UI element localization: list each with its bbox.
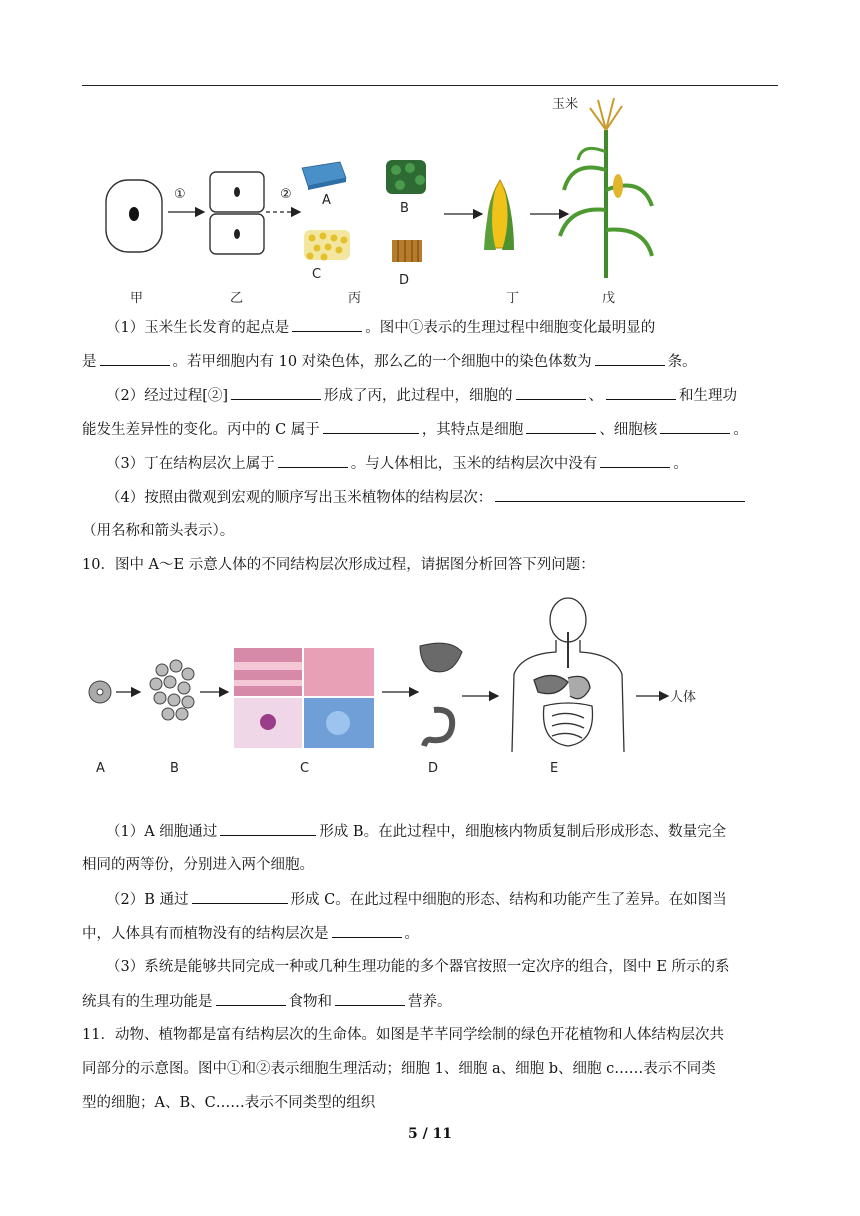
label-d: D: [399, 273, 410, 288]
corn-plant: [560, 98, 652, 278]
caption-a: A: [96, 761, 105, 776]
human-structure-figure: [82, 592, 697, 778]
caption-bing: 丙: [348, 291, 362, 306]
caption-wu: 戊: [602, 291, 616, 306]
q10-stem: 10．图中 A～E 示意人体的不同结构层次形成过程，请据图分析回答下列问题：: [82, 557, 595, 573]
q9-part2-line1: （2）经过过程[②] 形成了丙，此过程中，细胞的 、 和生理功: [82, 384, 802, 407]
corn-development-figure: [82, 90, 778, 312]
q10-part1-line2: 相同的两等份，分别进入两个细胞。: [82, 857, 314, 873]
q10-part2-line1: （2）B 通过 形成 C。在此过程中细胞的形态、结构和功能产生了差异。在如图当: [82, 888, 802, 911]
tissue-b: [386, 160, 426, 194]
caption-ding: 丁: [506, 291, 520, 306]
caption-d: D: [428, 761, 439, 776]
two-cells: [210, 172, 264, 254]
caption-e: E: [550, 761, 559, 776]
caption-jia: 甲: [130, 291, 144, 306]
step2-label: ②: [280, 187, 292, 202]
cell-cluster-b: [150, 660, 194, 720]
q10-part3-line1: （3）系统是能够共同完成一种或几种生理功能的多个器官按照一定次序的组合，图中 E 所示的系: [106, 959, 730, 975]
q9-part4-line2: （用名称和箭头表示）。: [82, 523, 235, 539]
tissue-d: [392, 240, 422, 262]
caption-b: B: [170, 761, 179, 776]
q10-part2-line2: 中，人体具有而植物没有的结构层次是 。: [82, 922, 778, 945]
q10-part1-line1: （1）A 细胞通过 形成 B。在此过程中，细胞核内物质复制后形成形态、数量完全: [82, 820, 802, 843]
corn-title: 玉米: [552, 97, 579, 112]
label-c: C: [312, 267, 322, 282]
step1-label: ①: [174, 187, 186, 202]
human-body-label: 人体: [670, 690, 697, 705]
q9-part1-line2: 是 。若甲细胞内有 10 对染色体，那么乙的一个细胞中的染色体数为 条。: [82, 350, 778, 373]
corn-ear: [484, 180, 514, 250]
tissue-c: [304, 230, 350, 261]
q9-part3: （3）丁在结构层次上属于 。与人体相比，玉米的结构层次中没有 。: [82, 452, 802, 475]
header-rule: [82, 85, 778, 86]
q9-part4-line1: （4）按照由微观到宏观的顺序写出玉米植物体的结构层次：: [82, 486, 802, 509]
q11-line3: 型的细胞；A、B、C……表示不同类型的组织: [82, 1095, 376, 1111]
label-a: A: [322, 193, 331, 208]
q11-line1: 11．动物、植物都是富有结构层次的生命体。如图是芊芊同学绘制的绿色开花植物和人体结构层次共: [82, 1027, 724, 1043]
zygote-cell: [106, 180, 162, 252]
page-number: 5 / 11: [407, 1126, 453, 1142]
tissues-c: [234, 648, 374, 748]
label-b: B: [400, 201, 409, 216]
caption-c: C: [300, 761, 310, 776]
q10-part3-line2: 统具有的生理功能是 食物和 营养。: [82, 990, 778, 1013]
q9-part1-line1: （1）玉米生长发育的起点是 。图中①表示的生理过程中细胞变化最明显的: [82, 316, 802, 339]
organs-d: [420, 643, 462, 746]
tissue-a: [302, 162, 346, 190]
q11-line2: 同部分的示意图。图中①和②表示细胞生理活动；细胞 1、细胞 a、细胞 b、细胞 c……表示不同类: [82, 1061, 716, 1077]
single-cell-a: [89, 681, 111, 703]
digestive-system-e: [512, 598, 624, 752]
caption-yi: 乙: [230, 291, 244, 306]
q9-part2-line2: 能发生差异性的变化。丙中的 C 属于 ，其特点是细胞 、细胞核 。: [82, 418, 778, 441]
